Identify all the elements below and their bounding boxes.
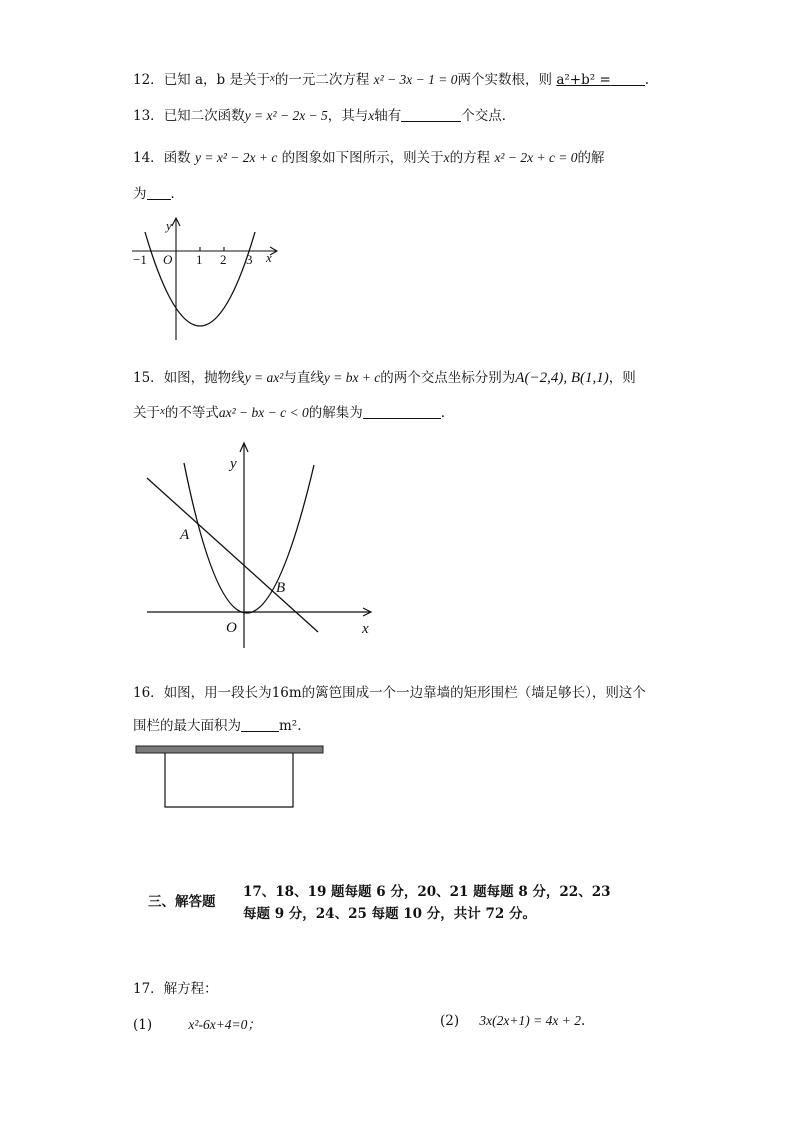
answer-blank[interactable] bbox=[401, 108, 461, 122]
parabola-curve bbox=[184, 463, 314, 613]
question-text: 的解 bbox=[577, 150, 605, 166]
equation: x² − 2x + c = 0 bbox=[494, 150, 578, 165]
variable: x bbox=[443, 150, 450, 165]
variable: x bbox=[368, 108, 375, 123]
question-text: 两个实数根，则 bbox=[457, 72, 553, 88]
part-label: (2) bbox=[440, 1013, 460, 1029]
punctuation: . bbox=[644, 72, 650, 88]
tick-label: 2 bbox=[220, 252, 227, 267]
question-number: 15． bbox=[133, 370, 164, 386]
y-axis-label: y bbox=[230, 456, 237, 472]
x-axis-label: x bbox=[362, 621, 369, 637]
equation: y = ax² bbox=[244, 370, 284, 385]
question-text: 围栏的最大面积为 bbox=[133, 718, 241, 734]
unit: m² bbox=[279, 718, 298, 734]
question-16 bbox=[133, 681, 646, 701]
question-text: 为 bbox=[133, 186, 147, 202]
part-label: (1) bbox=[133, 1017, 153, 1033]
question-text: ，其与 bbox=[327, 108, 369, 124]
x-axis-arrow bbox=[270, 247, 277, 255]
expression: a²+b² = bbox=[556, 72, 611, 88]
question-text: 的方程 bbox=[449, 150, 491, 166]
punctuation: ． bbox=[170, 186, 184, 202]
question-14 bbox=[133, 146, 605, 166]
tick-label: 1 bbox=[196, 252, 203, 267]
y-axis-arrow bbox=[240, 443, 248, 452]
question-text: 个交点． bbox=[461, 108, 516, 124]
question-text: 关于 bbox=[133, 405, 160, 421]
question-17-part1 bbox=[133, 1013, 261, 1033]
question-16-line2 bbox=[133, 714, 302, 734]
section-description: 17、18、19 题每题 6 分，20、21 题每题 8 分，22、23 每题 9 分，24、25 每题 10 分，共计 72 分。 bbox=[243, 884, 611, 922]
tick-label: −1 bbox=[133, 252, 147, 267]
tick-label: 3 bbox=[246, 252, 253, 267]
equation: 3x(2x+1) = 4x + 2 bbox=[479, 1013, 581, 1028]
point-a-label: A bbox=[180, 527, 190, 543]
variable: x bbox=[160, 405, 165, 417]
equation: y = bx + c bbox=[323, 370, 381, 385]
length-value: 16m bbox=[271, 685, 302, 701]
question-text: ，则 bbox=[608, 370, 636, 386]
origin-label: O bbox=[163, 252, 173, 267]
equation: x² − 3x − 1 = 0 bbox=[373, 72, 458, 87]
question-13 bbox=[133, 104, 515, 124]
straight-line bbox=[147, 478, 318, 632]
answer-blank[interactable] bbox=[241, 718, 279, 732]
question-text: 的两个交点坐标分别为 bbox=[380, 370, 516, 386]
answer-blank[interactable] bbox=[363, 405, 441, 419]
fence-rectangle bbox=[165, 753, 293, 807]
question-number: 17． bbox=[133, 981, 164, 997]
question-12 bbox=[133, 68, 649, 88]
points: A(−2,4), B(1,1) bbox=[515, 370, 609, 386]
question-15 bbox=[133, 366, 636, 387]
origin-label: O bbox=[226, 620, 237, 636]
question-text: 已知二次函数 bbox=[163, 108, 245, 124]
question-text: 的篱笆围成一个一边靠墙的矩形围栏（墙足够长），则这个 bbox=[301, 685, 646, 701]
question-text: 已知 a，b 是关于 bbox=[163, 72, 270, 88]
question-17-part2 bbox=[440, 1013, 585, 1029]
question-number: 13． bbox=[133, 108, 164, 124]
question-15-line2 bbox=[133, 401, 454, 421]
question-text: 的一元二次方程 bbox=[274, 72, 370, 88]
equation: y = x² − 2x − 5 bbox=[244, 108, 328, 123]
question-text: 的不等式 bbox=[164, 405, 219, 421]
question-text: 如图，用一段长为 bbox=[163, 685, 272, 701]
question-text: 与直线 bbox=[283, 370, 324, 386]
answer-blank[interactable] bbox=[611, 72, 645, 86]
punctuation: ． bbox=[440, 405, 455, 421]
question-text: 轴有 bbox=[374, 108, 402, 124]
inequality: ax² − bx − c < 0 bbox=[218, 405, 309, 420]
x-axis-arrow bbox=[363, 608, 371, 616]
equation: x²-6x+4=0； bbox=[188, 1017, 261, 1032]
question-14-line2 bbox=[133, 182, 184, 202]
question-text: 的图象如下图所示，则关于 bbox=[281, 150, 444, 166]
question-number: 16． bbox=[133, 685, 164, 701]
question-text: 函数 bbox=[163, 150, 191, 166]
section-title: 三、解答题 bbox=[148, 894, 216, 910]
punctuation: . bbox=[580, 1013, 586, 1029]
question-number: 14． bbox=[133, 150, 164, 166]
question-text: 如图，抛物线 bbox=[163, 370, 245, 386]
question-text: 的解集为 bbox=[308, 405, 363, 421]
answer-blank[interactable] bbox=[147, 186, 171, 200]
question-17 bbox=[133, 977, 218, 997]
wall bbox=[136, 746, 323, 753]
y-axis-label: y bbox=[166, 218, 172, 233]
question-number: 12． bbox=[133, 72, 164, 88]
parabola-curve bbox=[145, 232, 255, 326]
point-b-label: B bbox=[276, 580, 286, 596]
x-axis-label: x bbox=[266, 250, 272, 265]
equation: y = x² − 2x + c bbox=[194, 150, 278, 165]
question-text: 解方程： bbox=[163, 981, 218, 997]
punctuation: . bbox=[297, 718, 302, 734]
y-axis-arrow bbox=[172, 218, 180, 226]
variable: x bbox=[269, 72, 275, 84]
